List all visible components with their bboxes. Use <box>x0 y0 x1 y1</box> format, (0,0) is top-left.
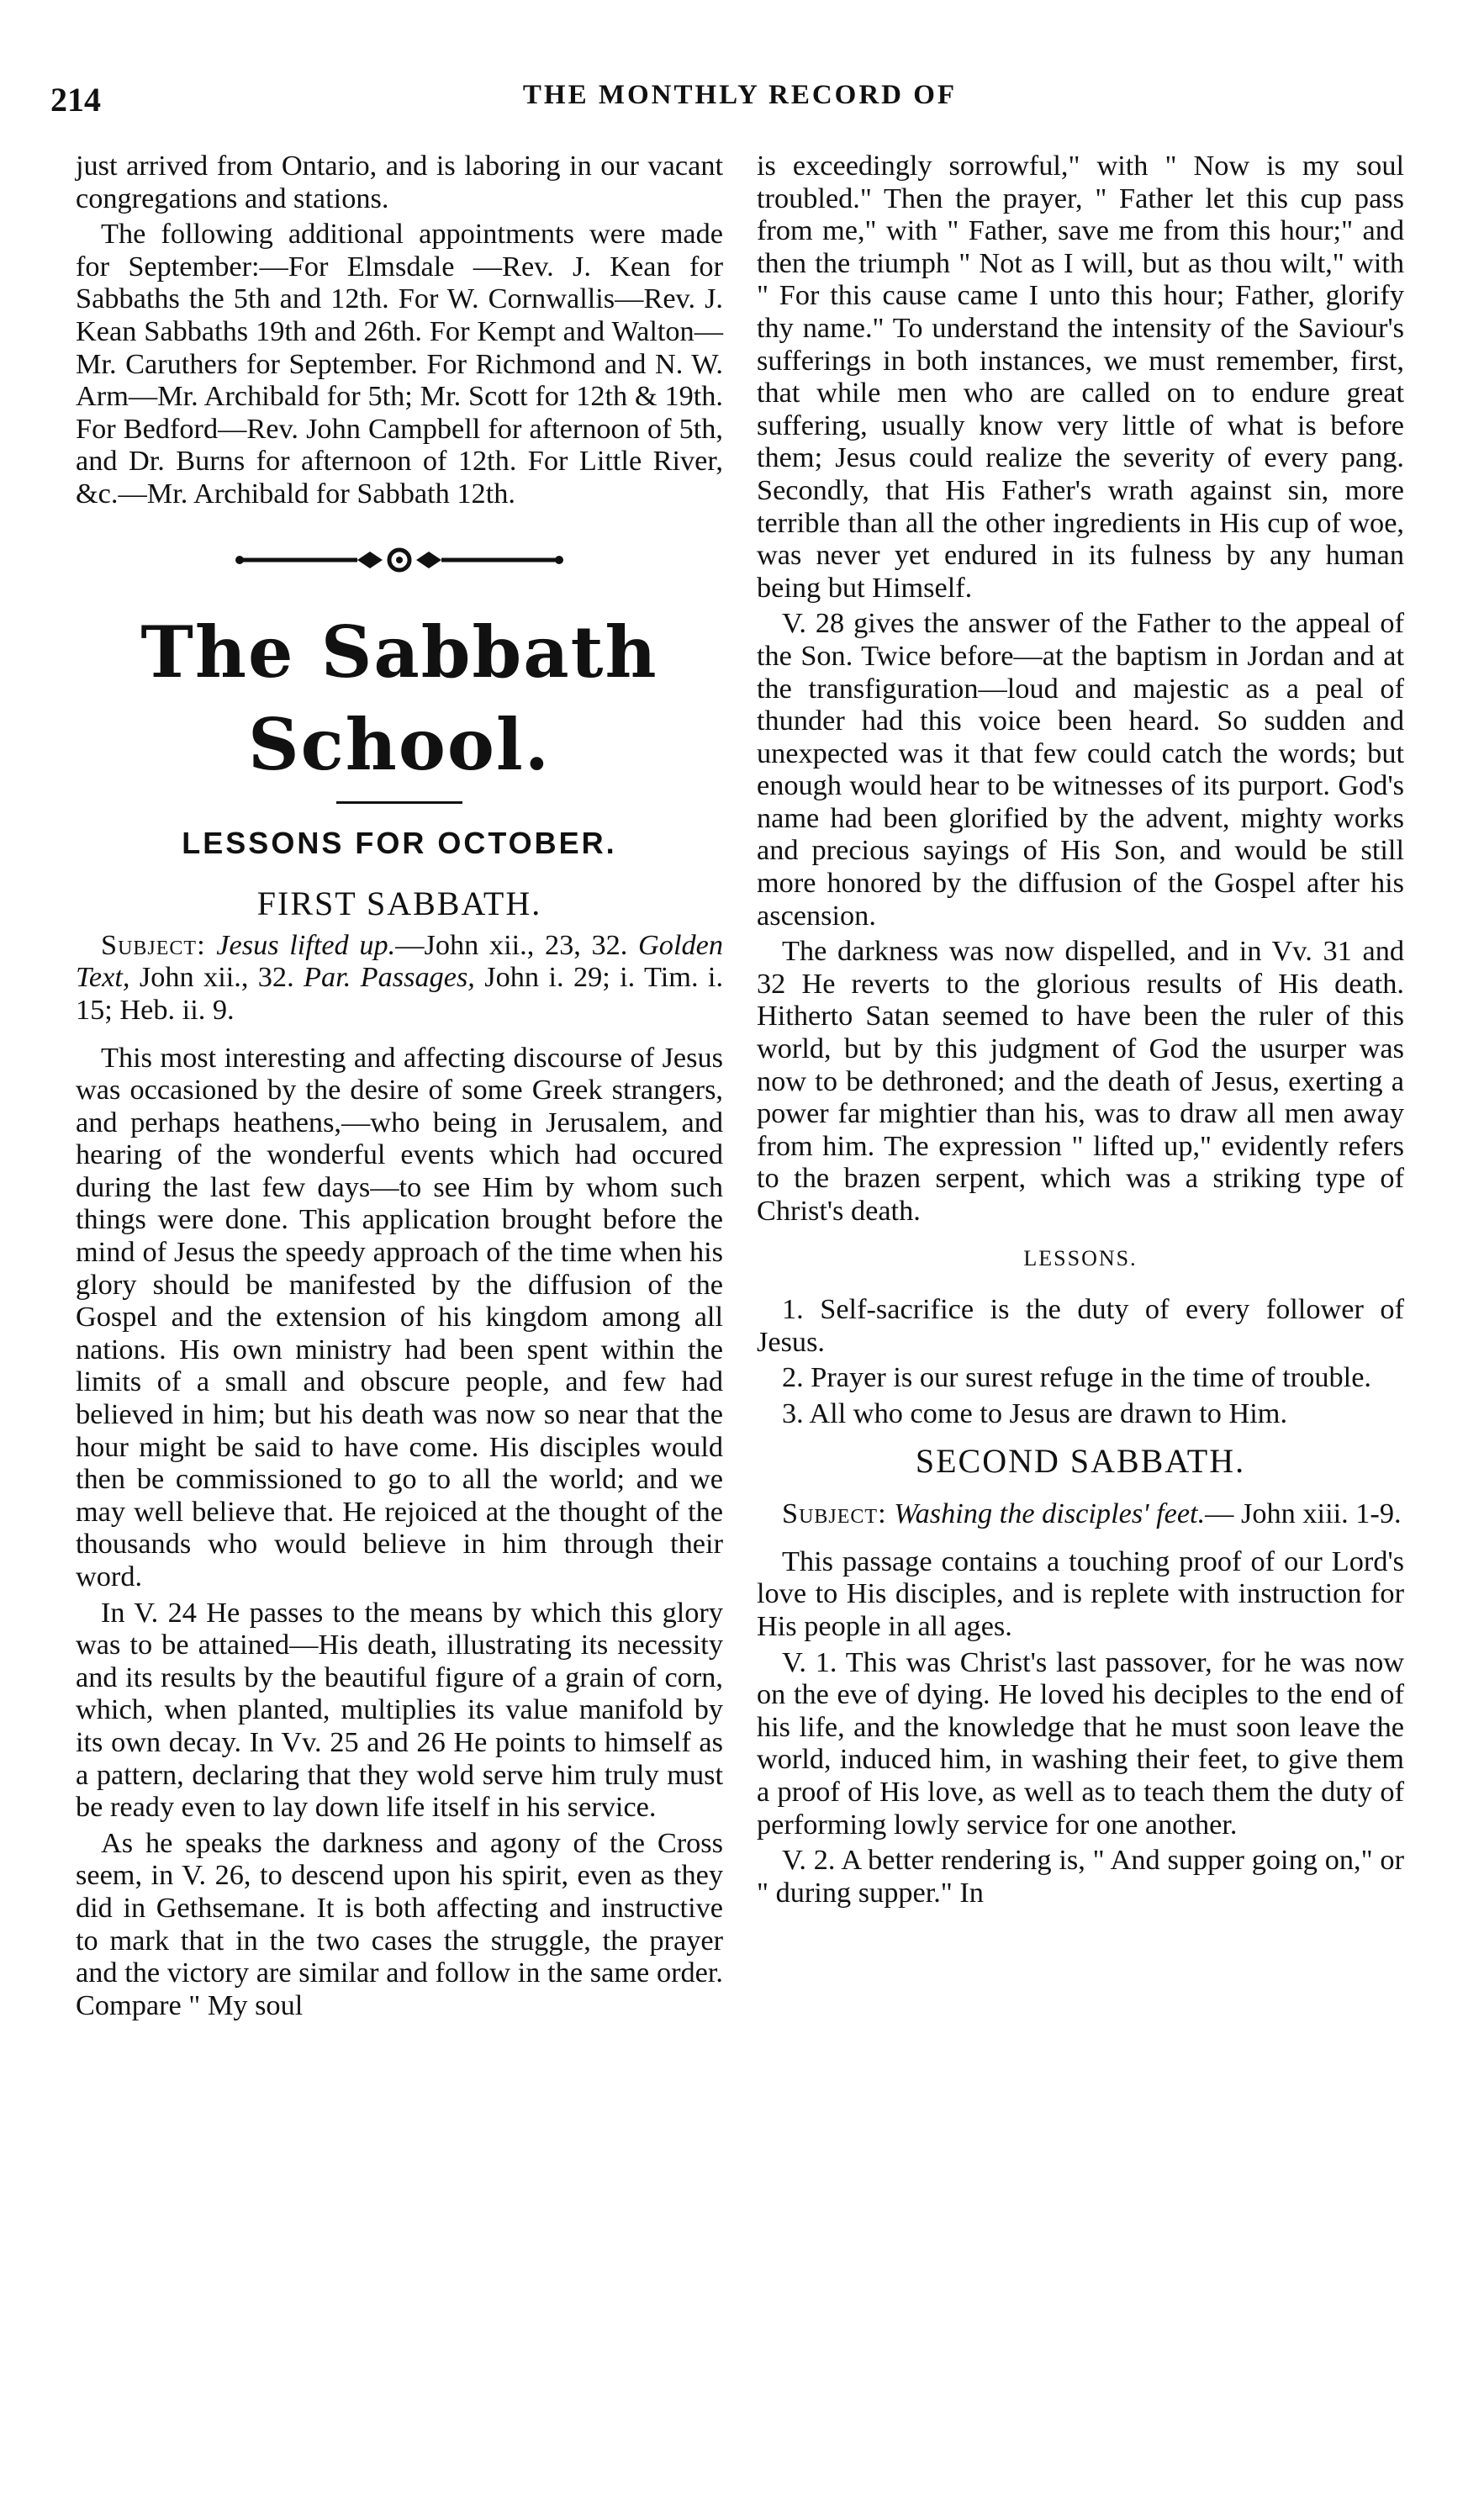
body-paragraph: As he speaks the darkness and agony of the Cross seem, in V. 26, to descend upon his spirit, even as they did in Gethsemane. It is both affecting and instructive to mark that in the two cases the struggle, the prayer and the victory are similar and follow in the same order. Compare " My soul <box>76 1826 723 2021</box>
subject-title: Jesus lifted up. <box>216 928 396 961</box>
spacer <box>76 1030 723 1042</box>
body-paragraph: This most interesting and affecting discourse of Jesus was occasioned by the desire of some Greek strangers, and perhaps heathens,—who being in Jerusalem, and hearing of the wonderful events which had occured during the last few days—to see Him by whom such things were done. This application brought before the mind of Jesus the speedy approach of the time when his glory should be manifested by the diffusion of the Gospel and the extension of his kingdom among all nations. His own ministry had been spent within the limits of a small and obscure people, and few had believed in him; but his death was now so near that the hour might be said to have come. His disciples would then be commissioned to go to all the world; and we may well believe that. He rejoiced at the thought of the thousands who would believe in him through their word. <box>76 1041 723 1592</box>
body-paragraph: In V. 24 He passes to the means by which this glory was to be attained—His death, illustrating its necessity and its results by the beautiful figure of a grain of corn, which, when planted, multiplies its value manifold by its own decay. In Vv. 25 and 26 He points to himself as a pattern, declaring that they wold serve him truly must be ready even to lay down life itself in his service. <box>76 1596 723 1824</box>
second-sabbath-title: SECOND SABBATH. <box>915 1441 1246 1480</box>
parallel-passages-ref: John i. 29; i. Tim. i. 15; Heb. ii. 9. <box>76 961 724 1026</box>
body-paragraph: is exceedingly sorrowful," with " Now is my soul troubled." Then the prayer, " Father let this cup pass from me," with " Father, save me from this hour;" and then the triumph " Not as I will, but as thou wilt," with " For this cause came I unto this hour; Father, glorify thy name." To understand the intensity of the Saviour's sufferings in both instances, we must remember, first, that while men who are called on to endure great suffering, usually know very little of what is before them; Jesus could realize the severity of every pang. Secondly, that His Father's wrath against sin, more terrible than all the other ingredients in His cup of woe, was never yet endured in its fulness by any human being but Himself. <box>757 150 1404 604</box>
subject-ref: — John xiii. 1-9. <box>1205 1497 1402 1530</box>
heading-rule <box>336 801 462 804</box>
spacer <box>757 1534 1404 1545</box>
lesson-item: 3. All who come to Jesus are drawn to Him. <box>782 1397 1288 1429</box>
body-paragraph: This passage contains a touching proof of our Lord's love to His disciples, and is replete with instruction for His people in all ages. <box>757 1545 1404 1642</box>
subject-ref: —John xii., 23, 32. <box>395 928 628 961</box>
subject-title: Washing the disciples' feet. <box>894 1497 1206 1530</box>
appointments-paragraph: The following additional appointments were made for September:—For Elmsdale —Rev. J. Kean for Sabbaths the 5th and 12th. For W. Cornwallis—Rev. J. Kean Sabbaths 19th and 26th. For Kempt and Walton—Mr. Caruthers for September. For Richmond and N. W. Arm—Mr. Archibald for 5th; Mr. Scott for 12th & 19th. For Bedford—Rev. John Campbell for afternoon of 5th, and Dr. Burns for afternoon of 12th. For Little River, &c.—Mr. Archibald for Sabbath 12th. <box>76 218 723 510</box>
body-paragraph: V. 1. This was Christ's last passover, for he was now on the eve of dying. He loved his deciples to the end of his life, and the knowledge that he must soon leave the world, induced him, in washing their feet, to give them a proof of His love, as well as to teach them the duty of performing lowly service for one another. <box>757 1645 1404 1841</box>
lesson-item: 2. Prayer is our surest refuge in the time of trouble. <box>782 1361 1371 1394</box>
parallel-passages-label: Par. Passages, <box>304 961 475 994</box>
right-column <box>757 150 1404 1912</box>
page-header <box>50 80 1429 122</box>
second-subject-line <box>757 1497 1404 1530</box>
subject-label: Subject: <box>782 1497 887 1530</box>
first-subject-line <box>76 929 723 1027</box>
intro-paragraph: just arrived from Ontario, and is laboring in our vacant congregations and stations. <box>76 150 723 214</box>
golden-text-ref: John xii., 32. <box>139 961 294 994</box>
body-paragraph: The darkness was now dispelled, and in Vv. 31 and 32 He reverts to the glorious results of His death. Hitherto Satan seemed to have been the ruler of this world, but by this judgment of God the usurper was now to be dethroned; and the death of Jesus, exerting a power far mightier than his, was to draw all men away from him. The expression " lifted up," evidently refers to the brazen serpent, which was a striking type of Christ's death. <box>757 935 1404 1227</box>
left-column <box>76 150 723 2025</box>
body-paragraph: V. 2. A better rendering is, " And supper going on," or " during supper." In <box>757 1844 1404 1909</box>
golden-text-label: Golden Text, <box>76 928 723 994</box>
ornamental-divider <box>76 514 723 606</box>
body-paragraph: V. 28 gives the answer of the Father to the appeal of the Son. Twice before—at the baptism in Jordan and at the transfiguration—loud and majestic as a peal of thunder had this voice been heard. So sudden and unexpected was it that few could catch the words; but enough would hear to be witnesses of its purport. God's name had been glorified by the advent, mighty works and precious sayings of His Son, and would be still more honored by the diffusion of the Gospel after his ascension. <box>757 607 1404 932</box>
first-sabbath-title: FIRST SABBATH. <box>256 885 542 923</box>
spacer <box>757 1486 1404 1497</box>
running-title: THE MONTHLY RECORD OF <box>522 80 958 110</box>
page-number: 214 <box>50 81 101 119</box>
lesson-item: 1. Self-sacrifice is the duty of every follower of Jesus. <box>757 1293 1404 1358</box>
lessons-title: LESSONS FOR OCTOBER. <box>182 825 617 860</box>
lessons-heading: LESSONS. <box>1023 1245 1138 1270</box>
section-heading: The Sabbath School. <box>140 610 658 786</box>
subject-label: Subject: <box>101 928 206 961</box>
